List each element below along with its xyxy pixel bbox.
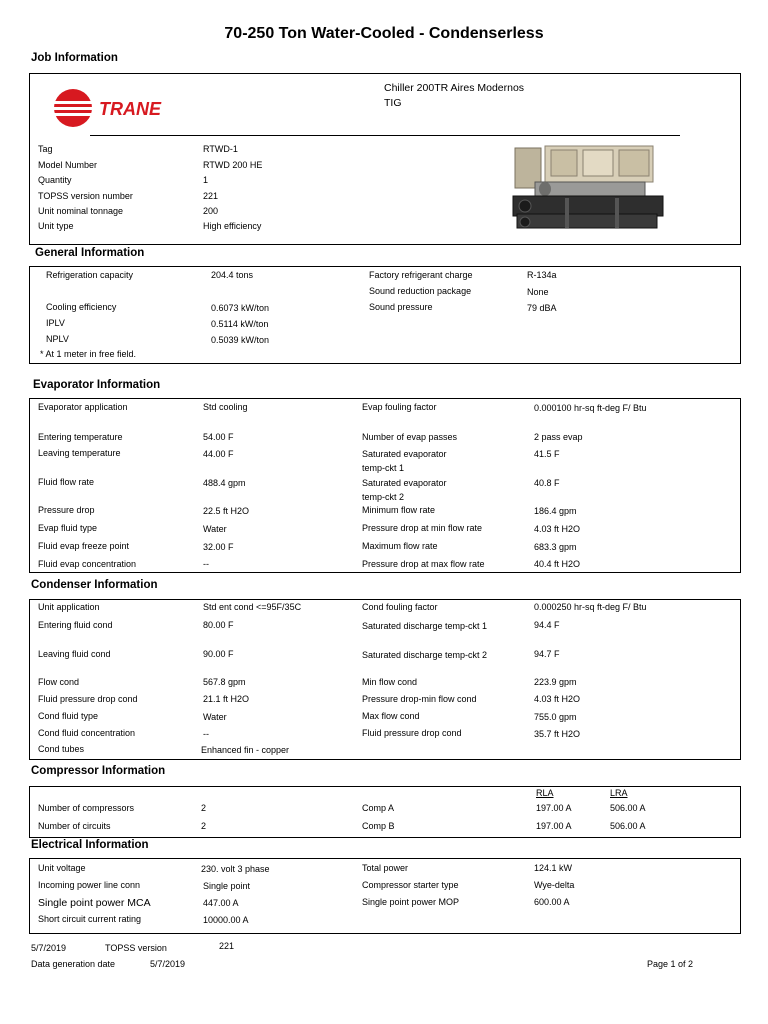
evap-label: Minimum flow rate	[362, 505, 436, 515]
job-label: Quantity	[38, 175, 72, 185]
job-value: RTWD 200 HE	[203, 160, 263, 170]
evap-value: 22.5 ft H2O	[203, 506, 250, 516]
cond-label: Saturated discharge temp-ckt 2	[362, 650, 488, 660]
cond-value: Water	[203, 712, 227, 722]
elec-value: 230. volt 3 phase	[201, 864, 270, 874]
cond-value: --	[203, 729, 209, 739]
comp-lra: 506.00 A	[610, 803, 646, 813]
elec-label: Compressor starter type	[362, 880, 459, 890]
section-title-job: Job Information	[31, 52, 118, 64]
comp-value: 2	[201, 803, 207, 813]
cond-label: Cond tubes	[38, 744, 85, 754]
cond-value: 567.8 gpm	[203, 677, 246, 687]
general-value: 0.5039 kW/ton	[211, 335, 270, 345]
cond-value: 0.000250 hr-sq ft-deg F/ Btu	[534, 602, 647, 612]
cond-label: Fluid pressure drop cond	[362, 728, 462, 738]
page-title: 70-250 Ton Water-Cooled - Condenserless	[224, 25, 544, 42]
job-value: High efficiency	[203, 221, 262, 231]
evap-value: 0.000100 hr-sq ft-deg F/ Btu	[534, 403, 647, 413]
elec-value: 124.1 kW	[534, 863, 573, 873]
elec-label: Total power	[362, 863, 409, 873]
footer-topss-value: 221	[219, 941, 235, 951]
evap-value: --	[203, 559, 209, 569]
cond-value: 755.0 gpm	[534, 712, 577, 722]
evap-label: Pressure drop	[38, 505, 95, 515]
job-value: 200	[203, 206, 219, 216]
evap-value: 2 pass evap	[534, 432, 583, 442]
evap-value: 41.5 F	[534, 449, 560, 459]
section-title-evaporator: Evaporator Information	[33, 379, 161, 391]
general-label: Refrigeration capacity	[46, 270, 134, 280]
general-label: Sound reduction package	[369, 286, 472, 296]
evap-value: 40.8 F	[534, 478, 560, 488]
section-title-condenser: Condenser Information	[31, 579, 158, 591]
trane-logo	[52, 88, 182, 128]
cond-label: Cond fluid type	[38, 711, 99, 721]
project-name: Chiller 200TR Aires Modernos	[384, 82, 525, 94]
evap-label: Evaporator application	[38, 402, 128, 412]
job-value: 1	[203, 175, 209, 185]
elec-value: 600.00 A	[534, 897, 570, 907]
divider	[90, 135, 680, 136]
page-number: Page 1 of 2	[647, 959, 694, 969]
job-label: Tag	[38, 144, 53, 154]
job-value: RTWD-1	[203, 144, 238, 154]
cond-label: Max flow cond	[362, 711, 420, 721]
cond-value: 21.1 ft H2O	[203, 694, 250, 704]
general-label: Factory refrigerant charge	[369, 270, 473, 280]
cond-value: 4.03 ft H2O	[534, 694, 581, 704]
evap-value: Std cooling	[203, 402, 248, 412]
elec-value: Wye-delta	[534, 880, 575, 890]
comp-lra: 506.00 A	[610, 821, 646, 831]
elec-label: Single point power MOP	[362, 897, 460, 907]
general-label: IPLV	[46, 318, 65, 328]
cond-label: Unit application	[38, 602, 100, 612]
cond-label: Leaving fluid cond	[38, 649, 111, 659]
cond-label: Min flow cond	[362, 677, 418, 687]
cond-label: Saturated discharge temp-ckt 1	[362, 621, 488, 631]
job-value: 221	[203, 191, 219, 201]
comp-rla: 197.00 A	[536, 821, 572, 831]
cond-value: 35.7 ft H2O	[534, 729, 581, 739]
general-label: Cooling efficiency	[46, 302, 117, 312]
elec-label: Short circuit current rating	[38, 914, 142, 924]
section-title-general: General Information	[35, 247, 145, 259]
evap-label: Pressure drop at min flow rate	[362, 523, 483, 533]
comp-label: Number of compressors	[38, 803, 135, 813]
evap-label: Fluid evap concentration	[38, 559, 137, 569]
general-value: 204.4 tons	[211, 270, 254, 280]
comp-label: Comp A	[362, 803, 395, 813]
cond-value: 223.9 gpm	[534, 677, 577, 687]
evap-label: Maximum flow rate	[362, 541, 438, 551]
cond-value: 94.7 F	[534, 649, 560, 659]
cond-label: Cond fouling factor	[362, 602, 438, 612]
evap-value: 186.4 gpm	[534, 506, 577, 516]
cond-label: Flow cond	[38, 677, 80, 687]
job-label: Unit type	[38, 221, 74, 231]
cond-label: Fluid pressure drop cond	[38, 694, 138, 704]
evap-value: 54.00 F	[203, 432, 234, 442]
elec-label: Unit voltage	[38, 863, 86, 873]
evap-label: Evap fluid type	[38, 523, 98, 533]
col-header-rla: RLA	[536, 788, 554, 798]
evap-label: Leaving temperature	[38, 448, 121, 458]
cond-value: 94.4 F	[534, 620, 560, 630]
footer-gen-label: Data generation date	[31, 959, 116, 969]
cond-label: Cond fluid concentration	[38, 728, 136, 738]
job-label: Model Number	[38, 160, 98, 170]
elec-value: 10000.00 A	[203, 915, 249, 925]
footer-topss-label: TOPSS version	[105, 943, 167, 953]
comp-label: Number of circuits	[38, 821, 111, 831]
general-value: 0.5114 kW/ton	[211, 319, 269, 329]
cond-label: Pressure drop-min flow cond	[362, 694, 477, 704]
general-label: NPLV	[46, 334, 69, 344]
general-value: 0.6073 kW/ton	[211, 303, 270, 313]
elec-label: Incoming power line conn	[38, 880, 141, 890]
evap-value: 44.00 F	[203, 449, 234, 459]
comp-label: Comp B	[362, 821, 395, 831]
comp-value: 2	[201, 821, 207, 831]
cond-value: 90.00 F	[203, 649, 234, 659]
footer-gen-value: 5/7/2019	[150, 959, 186, 969]
general-value: R-134a	[527, 270, 557, 280]
elec-value: Single point	[203, 881, 251, 891]
evap-label: Entering temperature	[38, 432, 123, 442]
job-label: Unit nominal tonnage	[38, 206, 124, 216]
evap-label: Pressure drop at max flow rate	[362, 559, 485, 569]
evap-label: Saturated evaporator temp-ckt 1	[362, 449, 447, 473]
logo-text: TRANE	[99, 99, 161, 119]
elec-value: 447.00 A	[203, 898, 239, 908]
cond-value: Enhanced fin - copper	[201, 745, 290, 755]
general-value: 79 dBA	[527, 303, 557, 313]
comp-rla: 197.00 A	[536, 803, 572, 813]
evap-label: Number of evap passes	[362, 432, 458, 442]
section-title-electrical: Electrical Information	[31, 839, 149, 851]
evap-value: 683.3 gpm	[534, 542, 577, 552]
section-title-compressor: Compressor Information	[31, 765, 166, 777]
col-header-lra: LRA	[610, 788, 628, 798]
evap-label: Fluid evap freeze point	[38, 541, 130, 551]
general-value: None	[527, 287, 549, 297]
evap-value: 32.00 F	[203, 542, 234, 552]
evap-label: Evap fouling factor	[362, 402, 437, 412]
evap-value: 488.4 gpm	[203, 478, 246, 488]
cond-label: Entering fluid cond	[38, 620, 113, 630]
elec-label: Single point power MCA	[38, 897, 151, 909]
general-note: * At 1 meter in free field.	[40, 349, 137, 359]
evap-value: 40.4 ft H2O	[534, 559, 581, 569]
evap-label: Fluid flow rate	[38, 477, 95, 487]
chiller-product-image	[505, 140, 665, 238]
job-label: TOPSS version number	[38, 191, 133, 201]
footer-date: 5/7/2019	[31, 943, 67, 953]
evap-value: Water	[203, 524, 227, 534]
project-sub: TIG	[384, 97, 402, 109]
cond-value: 80.00 F	[203, 620, 234, 630]
evap-value: 4.03 ft H2O	[534, 524, 581, 534]
general-label: Sound pressure	[369, 302, 433, 312]
cond-value: Std ent cond <=95F/35C	[203, 602, 302, 612]
evap-label: Saturated evaporator temp-ckt 2	[362, 478, 447, 502]
